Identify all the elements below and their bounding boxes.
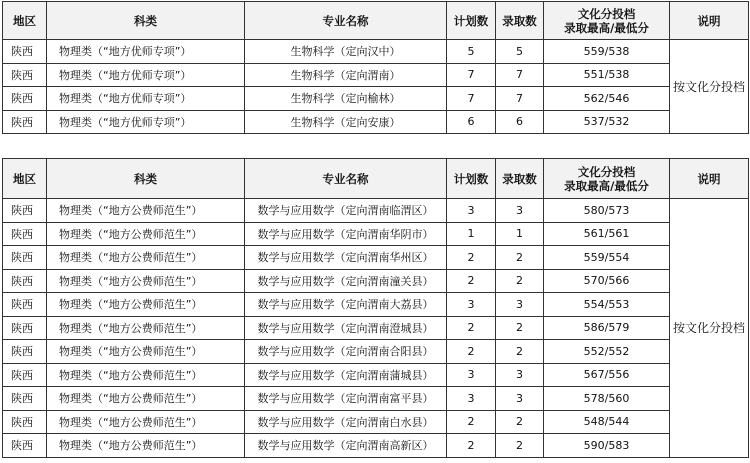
- cell-category: 物理类（“地方公费师范生”）: [47, 293, 245, 317]
- cell-admitted: 2: [496, 316, 544, 340]
- header-plan: 计划数: [447, 2, 496, 40]
- cell-score: 562/546: [544, 87, 670, 111]
- cell-admitted: 6: [496, 110, 544, 134]
- cell-major: 数学与应用数学（定向渭南白水县）: [245, 410, 447, 434]
- cell-plan: 2: [447, 340, 496, 364]
- table-row: [3, 387, 749, 411]
- cell-category: 物理类（“地方公费师范生”）: [47, 199, 245, 223]
- cell-score: 559/538: [544, 40, 670, 64]
- cell-admitted: 7: [496, 63, 544, 87]
- cell-plan: 5: [447, 40, 496, 64]
- cell-score: 561/561: [544, 222, 670, 246]
- cell-admitted: 2: [496, 269, 544, 293]
- cell-plan: 2: [447, 434, 496, 458]
- cell-major: 数学与应用数学（定向渭南临渭区）: [245, 199, 447, 223]
- table-row: [3, 246, 749, 270]
- cell-region: 陕西: [3, 222, 47, 246]
- cell-plan: 3: [447, 293, 496, 317]
- cell-admitted: 3: [496, 363, 544, 387]
- cell-score: 586/579: [544, 316, 670, 340]
- table-header-row: [3, 2, 749, 40]
- cell-admitted: 2: [496, 340, 544, 364]
- cell-major: 数学与应用数学（定向渭南蒲城县）: [245, 363, 447, 387]
- cell-score: 552/552: [544, 340, 670, 364]
- cell-remark: 按文化分投档: [670, 199, 749, 458]
- header-major: 专业名称: [245, 159, 447, 199]
- cell-plan: 2: [447, 269, 496, 293]
- cell-score: 559/554: [544, 246, 670, 270]
- cell-admitted: 3: [496, 199, 544, 223]
- cell-score: 551/538: [544, 63, 670, 87]
- table-row: [3, 316, 749, 340]
- cell-admitted: 2: [496, 246, 544, 270]
- cell-region: 陕西: [3, 63, 47, 87]
- cell-category: 物理类（“地方公费师范生”）: [47, 246, 245, 270]
- cell-major: 数学与应用数学（定向渭南高新区）: [245, 434, 447, 458]
- cell-score: 554/553: [544, 293, 670, 317]
- cell-major: 生物科学（定向安康）: [245, 110, 447, 134]
- cell-admitted: 2: [496, 434, 544, 458]
- table-body: [3, 199, 749, 458]
- cell-major: 数学与应用数学（定向渭南大荔县）: [245, 293, 447, 317]
- cell-admitted: 3: [496, 293, 544, 317]
- cell-admitted: 5: [496, 40, 544, 64]
- cell-score: 548/544: [544, 410, 670, 434]
- table-row: [3, 40, 749, 64]
- cell-region: 陕西: [3, 363, 47, 387]
- header-score-line1: 文化分投档: [577, 164, 636, 179]
- cell-region: 陕西: [3, 316, 47, 340]
- cell-plan: 3: [447, 387, 496, 411]
- table-header-row: [3, 159, 749, 199]
- cell-plan: 7: [447, 87, 496, 111]
- header-major: 专业名称: [245, 2, 447, 40]
- header-region: 地区: [3, 2, 47, 40]
- cell-score: 590/583: [544, 434, 670, 458]
- table-row: [3, 434, 749, 458]
- table-row: [3, 199, 749, 223]
- cell-category: 物理类（“地方公费师范生”）: [47, 316, 245, 340]
- cell-category: 物理类（“地方公费师范生”）: [47, 269, 245, 293]
- header-region: 地区: [3, 159, 47, 199]
- cell-admitted: 7: [496, 87, 544, 111]
- table-row: [3, 110, 749, 134]
- cell-category: 物理类（“地方公费师范生”）: [47, 434, 245, 458]
- cell-remark: 按文化分投档: [670, 40, 749, 134]
- cell-score: 567/556: [544, 363, 670, 387]
- cell-major: 数学与应用数学（定向渭南澄城县）: [245, 316, 447, 340]
- cell-region: 陕西: [3, 40, 47, 64]
- table-row: [3, 293, 749, 317]
- cell-category: 物理类（“地方优师专项”）: [47, 87, 245, 111]
- cell-category: 物理类（“地方公费师范生”）: [47, 410, 245, 434]
- cell-plan: 2: [447, 316, 496, 340]
- admission-table-local-publicly-funded-teacher: [2, 158, 749, 458]
- table-row: [3, 222, 749, 246]
- cell-category: 物理类（“地方优师专项”）: [47, 63, 245, 87]
- cell-region: 陕西: [3, 410, 47, 434]
- header-category: 科类: [47, 2, 245, 40]
- cell-major: 数学与应用数学（定向渭南华阴市）: [245, 222, 447, 246]
- header-score: [544, 2, 670, 40]
- header-score-line2: 录取最高/最低分: [564, 20, 649, 35]
- cell-major: 数学与应用数学（定向渭南合阳县）: [245, 340, 447, 364]
- cell-region: 陕西: [3, 434, 47, 458]
- cell-plan: 3: [447, 363, 496, 387]
- table-row: [3, 87, 749, 111]
- cell-plan: 7: [447, 63, 496, 87]
- header-score-line2: 录取最高/最低分: [564, 178, 649, 193]
- cell-category: 物理类（“地方公费师范生”）: [47, 222, 245, 246]
- header-score: [544, 159, 670, 199]
- cell-region: 陕西: [3, 199, 47, 223]
- cell-major: 生物科学（定向渭南）: [245, 63, 447, 87]
- table-row: [3, 340, 749, 364]
- header-score-line1: 文化分投档: [577, 6, 636, 21]
- table-row: [3, 63, 749, 87]
- admission-table-local-excellent-teacher: [2, 1, 749, 134]
- cell-region: 陕西: [3, 293, 47, 317]
- cell-major: 数学与应用数学（定向渭南华州区）: [245, 246, 447, 270]
- cell-admitted: 1: [496, 222, 544, 246]
- header-category: 科类: [47, 159, 245, 199]
- cell-admitted: 2: [496, 410, 544, 434]
- cell-admitted: 3: [496, 387, 544, 411]
- cell-major: 生物科学（定向汉中）: [245, 40, 447, 64]
- cell-major: 数学与应用数学（定向渭南富平县）: [245, 387, 447, 411]
- header-plan: 计划数: [447, 159, 496, 199]
- cell-plan: 3: [447, 199, 496, 223]
- cell-score: 537/532: [544, 110, 670, 134]
- cell-plan: 2: [447, 246, 496, 270]
- header-admitted: 录取数: [496, 2, 544, 40]
- cell-category: 物理类（“地方公费师范生”）: [47, 340, 245, 364]
- cell-region: 陕西: [3, 110, 47, 134]
- header-remark: 说明: [670, 159, 749, 199]
- table-row: [3, 269, 749, 293]
- cell-region: 陕西: [3, 269, 47, 293]
- cell-region: 陕西: [3, 87, 47, 111]
- cell-region: 陕西: [3, 246, 47, 270]
- cell-score: 578/560: [544, 387, 670, 411]
- cell-score: 580/573: [544, 199, 670, 223]
- cell-category: 物理类（“地方优师专项”）: [47, 110, 245, 134]
- cell-major: 生物科学（定向榆林）: [245, 87, 447, 111]
- table-row: [3, 410, 749, 434]
- cell-category: 物理类（“地方优师专项”）: [47, 40, 245, 64]
- cell-plan: 6: [447, 110, 496, 134]
- cell-region: 陕西: [3, 340, 47, 364]
- cell-category: 物理类（“地方公费师范生”）: [47, 387, 245, 411]
- cell-plan: 1: [447, 222, 496, 246]
- header-remark: 说明: [670, 2, 749, 40]
- table-body: [3, 40, 749, 134]
- header-admitted: 录取数: [496, 159, 544, 199]
- cell-region: 陕西: [3, 387, 47, 411]
- cell-category: 物理类（“地方公费师范生”）: [47, 363, 245, 387]
- cell-score: 570/566: [544, 269, 670, 293]
- table-row: [3, 363, 749, 387]
- cell-plan: 2: [447, 410, 496, 434]
- cell-major: 数学与应用数学（定向渭南潼关县）: [245, 269, 447, 293]
